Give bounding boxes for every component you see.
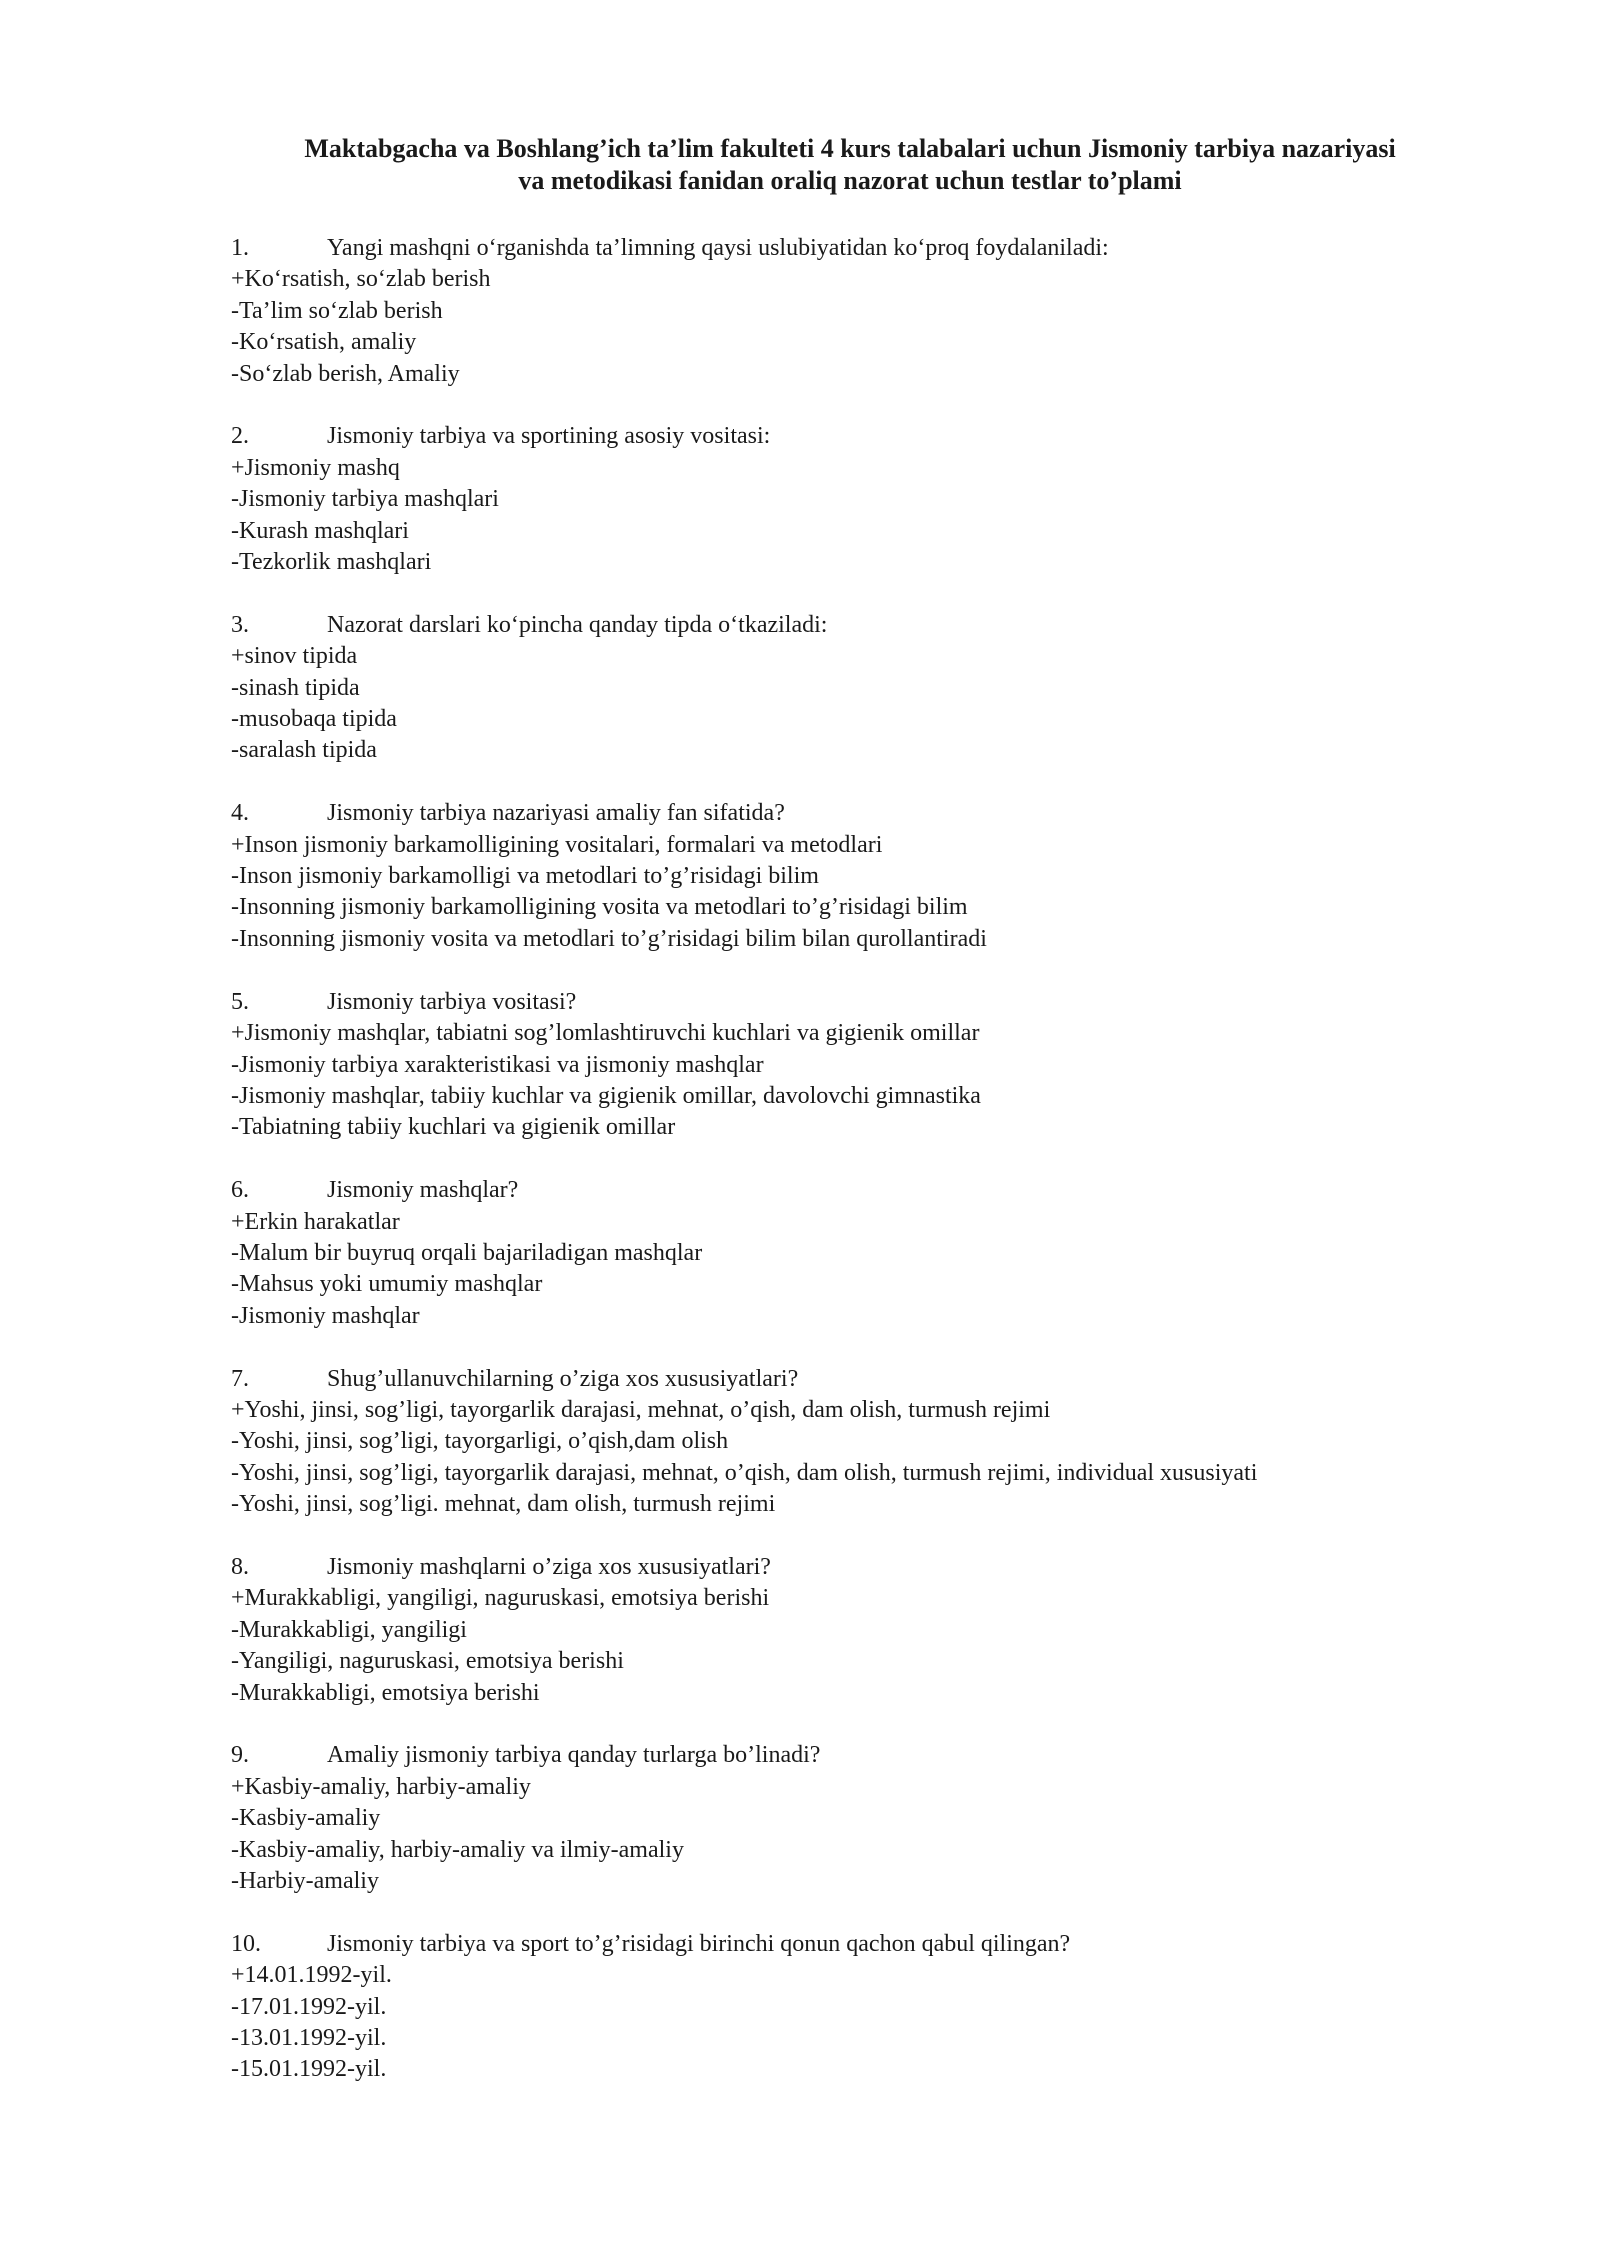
answer-option: -Harbiy-amaliy (231, 1868, 379, 1894)
question-block (231, 421, 1481, 578)
answer-option: -Inson jismoniy barkamolligi va metodlari to’g’risidagi bilim (231, 863, 819, 890)
question-number: 3. (231, 611, 249, 638)
question-line (231, 1364, 1481, 1395)
question-number: 1. (231, 235, 249, 261)
question-block (231, 233, 1481, 390)
question-text: Yangi mashqni o‘rganishda ta’limning qaysi uslubiyatidan ko‘proq foydalaniladi: (327, 235, 1109, 261)
question-list (231, 233, 1481, 2117)
answer-option: -Ko‘rsatish, amaliy (231, 329, 417, 356)
answer-option: -Malum bir buyruq orqali bajariladigan mashqlar (231, 1239, 703, 1266)
answer-option: +sinov tipida (231, 643, 358, 670)
question-number: 8. (231, 1553, 249, 1580)
answer-option: -Jismoniy tarbiya xarakteristikasi va jismoniy mashqlar (231, 1051, 764, 1078)
answer-option: -So‘zlab berish, Amaliy (231, 360, 460, 387)
answer-option: -Murakkabligi, yangiligi (231, 1616, 467, 1643)
question-line (231, 233, 1481, 264)
answer-option: +Kasbiy-amaliy, harbiy-amaliy (231, 1773, 531, 1800)
question-text: Jismoniy tarbiya va sportining asosiy vositasi: (327, 423, 771, 450)
answer-option: +Jismoniy mashq (231, 454, 400, 481)
answer-option: +Erkin harakatlar (231, 1208, 400, 1235)
answer-option: -musobaqa tipida (231, 706, 397, 733)
answer-option: -Kasbiy-amaliy (231, 1805, 381, 1832)
answer-option: +Yoshi, jinsi, sog’ligi, tayorgarlik darajasi, mehnat, o’qish, dam olish, turmush rejimi (231, 1396, 1051, 1423)
question-number: 6. (231, 1177, 249, 1204)
question-text: Jismoniy tarbiya vositasi? (327, 988, 577, 1015)
question-number: 5. (231, 988, 249, 1015)
question-line (231, 1175, 1481, 1206)
answer-option: -17.01.1992-yil. (231, 1993, 387, 2020)
answer-option: -Kasbiy-amaliy, harbiy-amaliy va ilmiy-amaliy (231, 1836, 684, 1863)
answer-option: -Jismoniy tarbiya mashqlari (231, 486, 499, 513)
question-number: 10. (231, 1930, 261, 1957)
question-block (231, 1929, 1481, 2086)
answer-option: -15.01.1992-yil. (231, 2056, 387, 2083)
answer-option: -Yoshi, jinsi, sog’ligi, tayorgarligi, o’qish,dam olish (231, 1428, 729, 1455)
answer-option: -Kurash mashqlari (231, 517, 409, 544)
question-block (231, 798, 1481, 955)
question-line (231, 1929, 1481, 1960)
document-title-line-2: va metodikasi fanidan oraliq nazorat uchun testlar to’plami (518, 166, 1182, 195)
question-line (231, 987, 1481, 1018)
answer-option: -Insonning jismoniy vosita va metodlari to’g’risidagi bilim bilan qurollantiradi (231, 925, 987, 952)
question-block (231, 1364, 1481, 1521)
answer-option: -Mahsus yoki umumiy mashqlar (231, 1271, 543, 1298)
answer-option: +Murakkabligi, yangiligi, naguruskasi, emotsiya berishi (231, 1585, 770, 1612)
question-line (231, 421, 1481, 452)
question-text: Jismoniy tarbiya nazariyasi amaliy fan sifatida? (327, 800, 785, 827)
question-block (231, 1740, 1481, 1897)
document-title (200, 133, 1500, 197)
question-text: Amaliy jismoniy tarbiya qanday turlarga bo’linadi? (327, 1742, 821, 1769)
question-block (231, 610, 1481, 767)
answer-option: +14.01.1992-yil. (231, 1962, 392, 1989)
question-text: Jismoniy tarbiya va sport to’g’risidagi birinchi qonun qachon qabul qilingan? (327, 1930, 1071, 1957)
answer-option: -Murakkabligi, emotsiya berishi (231, 1679, 540, 1706)
answer-option: -sinash tipida (231, 674, 360, 701)
answer-option: -Yoshi, jinsi, sog’ligi, tayorgarlik darajasi, mehnat, o’qish, dam olish, turmush rejimi, individual xususiyati (231, 1459, 1258, 1486)
question-number: 2. (231, 423, 249, 450)
answer-option: -Tabiatning tabiiy kuchlari va gigienik omillar (231, 1114, 676, 1141)
answer-option: -Tezkorlik mashqlari (231, 549, 432, 576)
question-number: 7. (231, 1365, 249, 1392)
question-text: Nazorat darslari ko‘pincha qanday tipda o‘tkaziladi: (327, 611, 828, 638)
answer-option: -Jismoniy mashqlar (231, 1302, 420, 1329)
answer-option: -saralash tipida (231, 737, 377, 764)
answer-option: -Yoshi, jinsi, sog’ligi. mehnat, dam olish, turmush rejimi (231, 1491, 776, 1518)
question-text: Shug’ullanuvchilarning o’ziga xos xususiyatlari? (327, 1365, 799, 1392)
answer-option: -Insonning jismoniy barkamolligining vosita va metodlari to’g’risidagi bilim (231, 894, 968, 921)
question-text: Jismoniy mashqlar? (327, 1177, 519, 1204)
answer-option: -13.01.1992-yil. (231, 2025, 387, 2052)
answer-option: -Yangiligi, naguruskasi, emotsiya berishi (231, 1648, 624, 1675)
answer-option: +Jismoniy mashqlar, tabiatni sog’lomlashtiruvchi kuchlari va gigienik omillar (231, 1020, 980, 1047)
question-line (231, 610, 1481, 641)
question-number: 9. (231, 1742, 249, 1769)
question-line (231, 798, 1481, 829)
question-number: 4. (231, 800, 249, 827)
answer-option: -Ta’lim so‘zlab berish (231, 297, 443, 324)
question-block (231, 1552, 1481, 1709)
answer-option: +Inson jismoniy barkamolligining vositalari, formalari va metodlari (231, 831, 883, 858)
answer-option: +Ko‘rsatish, so‘zlab berish (231, 266, 491, 293)
question-block (231, 1175, 1481, 1332)
question-line (231, 1552, 1481, 1583)
question-block (231, 987, 1481, 1144)
document-title-line-1: Maktabgacha va Boshlang’ich ta’lim fakulteti 4 kurs talabalari uchun Jismoniy tarbiya nazariyasi (304, 134, 1396, 163)
question-text: Jismoniy mashqlarni o’ziga xos xususiyatlari? (327, 1553, 771, 1580)
question-line (231, 1740, 1481, 1771)
answer-option: -Jismoniy mashqlar, tabiiy kuchlar va gigienik omillar, davolovchi gimnastika (231, 1082, 981, 1109)
